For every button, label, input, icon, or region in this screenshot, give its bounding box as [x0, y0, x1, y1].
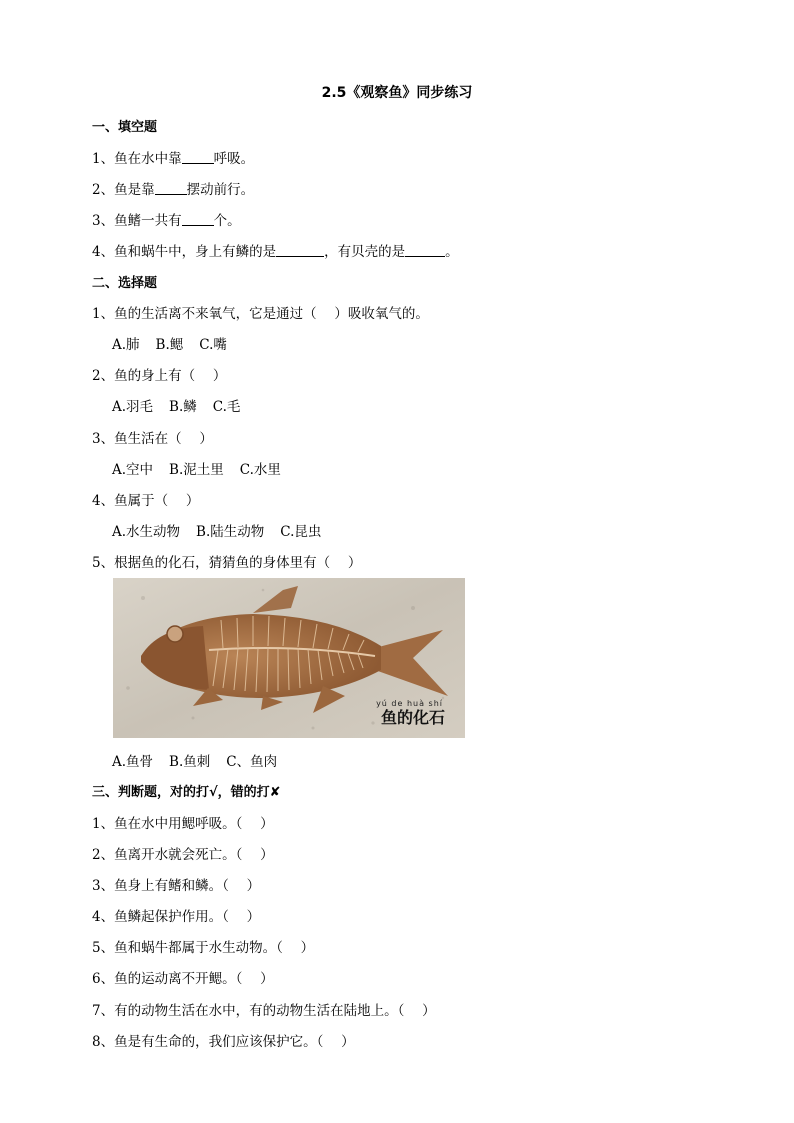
choice-question-5: 5、根据鱼的化石，猜猜鱼的身体里有（ ） — [92, 555, 362, 571]
choice-question-2: 2、鱼的身上有（ ） — [92, 368, 227, 384]
option-c[interactable]: C、鱼肉 — [226, 754, 278, 770]
choice-question-4: 4、鱼属于（ ） — [92, 493, 200, 509]
choice-question-1: 1、鱼的生活离不来氧气，它是通过（ ）吸收氧气的。 — [92, 306, 429, 322]
option-c[interactable]: C.嘴 — [199, 337, 227, 353]
page-title: 2.5《观察鱼》同步练习 — [321, 85, 473, 101]
fossil-caption: 鱼的化石 — [380, 708, 445, 727]
judge-question-7: 7、有的动物生活在水中，有的动物生活在陆地上。（ ） — [92, 1003, 436, 1019]
fill-question-1: 1、鱼在水中靠 呼吸。 — [92, 151, 255, 167]
judge-question-3: 3、鱼身上有鳍和鳞。（ ） — [92, 878, 261, 894]
section-multiple-choice: 二、选择题 — [92, 276, 158, 291]
option-b[interactable]: B.鱼刺 — [169, 754, 211, 770]
option-a[interactable]: A.空中 — [112, 462, 154, 478]
fill-question-2: 2、鱼是靠 摆动前行。 — [92, 182, 255, 198]
choice-question-3: 3、鱼生活在（ ） — [92, 431, 213, 447]
option-b[interactable]: B.陆生动物 — [196, 524, 265, 540]
choice-options-1 — [112, 333, 243, 353]
judge-question-8: 8、鱼是有生命的，我们应该保护它。（ ） — [92, 1034, 355, 1050]
judge-question-2: 2、鱼离开水就会死亡。（ ） — [92, 847, 274, 863]
judge-question-5: 5、鱼和蜗牛都属于水生动物。（ ） — [92, 940, 315, 956]
option-c[interactable]: C.水里 — [239, 462, 281, 478]
choice-options-4 — [112, 520, 337, 540]
choice-options-5 — [112, 750, 293, 770]
option-b[interactable]: B.泥土里 — [169, 462, 224, 478]
fish-fossil-image — [113, 578, 465, 738]
option-b[interactable]: B.鳞 — [169, 399, 197, 415]
answer-blank[interactable] — [182, 150, 214, 164]
choice-options-3 — [112, 458, 297, 478]
answer-blank[interactable] — [405, 243, 445, 257]
fill-question-3: 3、鱼鳍一共有 个。 — [92, 213, 241, 229]
option-a[interactable]: A.水生动物 — [112, 524, 181, 540]
answer-blank[interactable] — [182, 212, 214, 226]
choice-options-2 — [112, 395, 256, 415]
option-b[interactable]: B.鳃 — [155, 337, 184, 353]
answer-blank[interactable] — [155, 181, 187, 195]
fill-question-4: 4、鱼和蜗牛中，身上有鳞的是 ，有贝壳的是 。 — [92, 244, 459, 260]
option-a[interactable]: A.肺 — [112, 337, 140, 353]
judge-question-4: 4、鱼鳞起保护作用。（ ） — [92, 909, 261, 925]
answer-blank[interactable] — [276, 243, 324, 257]
section-fill-blank: 一、填空题 — [92, 120, 158, 135]
option-a[interactable]: A.羽毛 — [112, 399, 154, 415]
judge-question-1: 1、鱼在水中用鳃呼吸。（ ） — [92, 816, 274, 832]
fossil-pinyin: yú de huà shí — [376, 699, 443, 708]
section-true-false: 三、判断题，对的打√，错的打✘ — [92, 785, 281, 800]
option-c[interactable]: C.毛 — [212, 399, 241, 415]
option-c[interactable]: C.昆虫 — [280, 524, 322, 540]
judge-question-6: 6、鱼的运动离不开鳃。（ ） — [92, 971, 274, 987]
option-a[interactable]: A.鱼骨 — [112, 754, 154, 770]
